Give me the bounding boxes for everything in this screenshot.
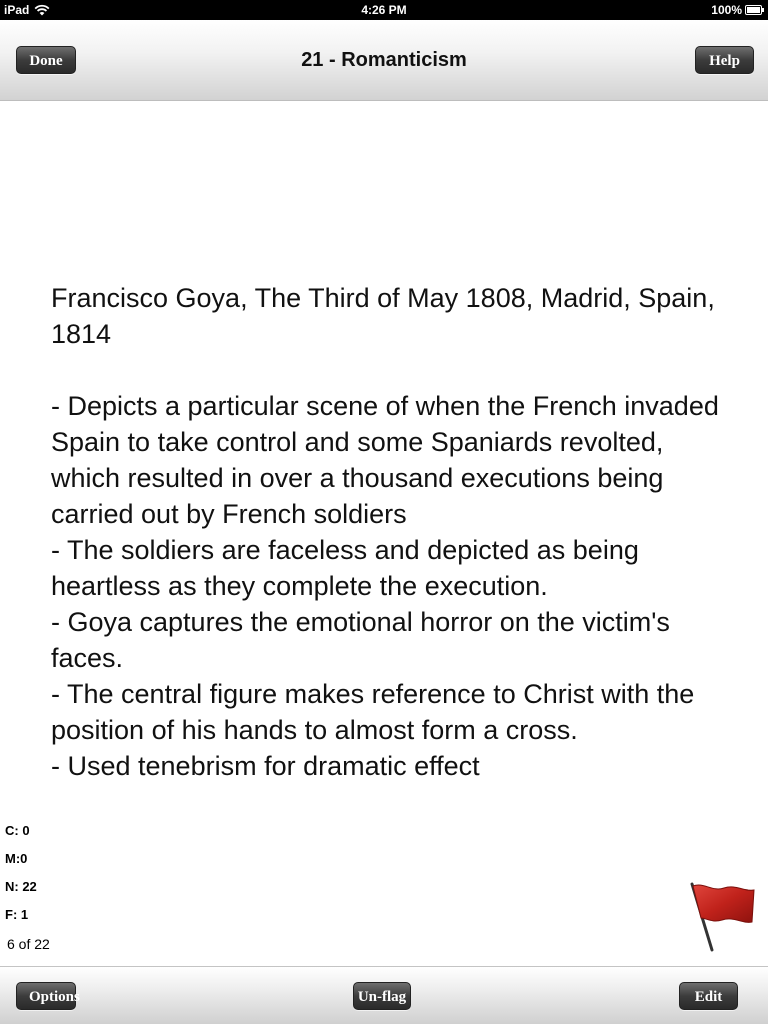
page-title: 21 - Romanticism	[301, 49, 467, 71]
stats-panel	[5, 822, 37, 934]
device-label: iPad	[4, 3, 30, 17]
battery-icon	[745, 5, 764, 15]
stat-c: C: 0	[5, 823, 30, 838]
stat-f: F: 1	[5, 907, 29, 922]
done-button[interactable]: Done	[16, 46, 76, 74]
card-text: Francisco Goya, The Third of May 1808, Madrid, Spain, 1814 - Depicts a particular scene of when the French invaded Spain to take control and some Spaniards revolted, which resulted in over a thousand executions being carried out by French soldiers - The soldiers are faceless and depicted as being heartless as they complete the execution. - Goya captures the emotional horror on the victim's faces. - The central figure makes reference to Christ with the position of his hands to almost form a cross. - Used tenebrism for dramatic effect	[51, 283, 719, 781]
flag-icon[interactable]	[688, 880, 756, 952]
stat-n: N: 22	[5, 879, 37, 894]
status-bar	[0, 0, 768, 20]
status-right	[711, 3, 764, 17]
nav-bar	[0, 20, 768, 101]
page-counter: 6 of 22	[7, 936, 50, 952]
status-time: 4:26 PM	[361, 3, 407, 17]
stat-m: M:0	[5, 851, 28, 866]
bottom-toolbar	[0, 966, 768, 1024]
unflag-button[interactable]: Un-flag	[353, 982, 411, 1010]
battery-percent: 100%	[711, 3, 742, 17]
edit-button[interactable]: Edit	[679, 982, 738, 1010]
help-button[interactable]: Help	[695, 46, 754, 74]
options-button[interactable]: Options	[16, 982, 76, 1010]
